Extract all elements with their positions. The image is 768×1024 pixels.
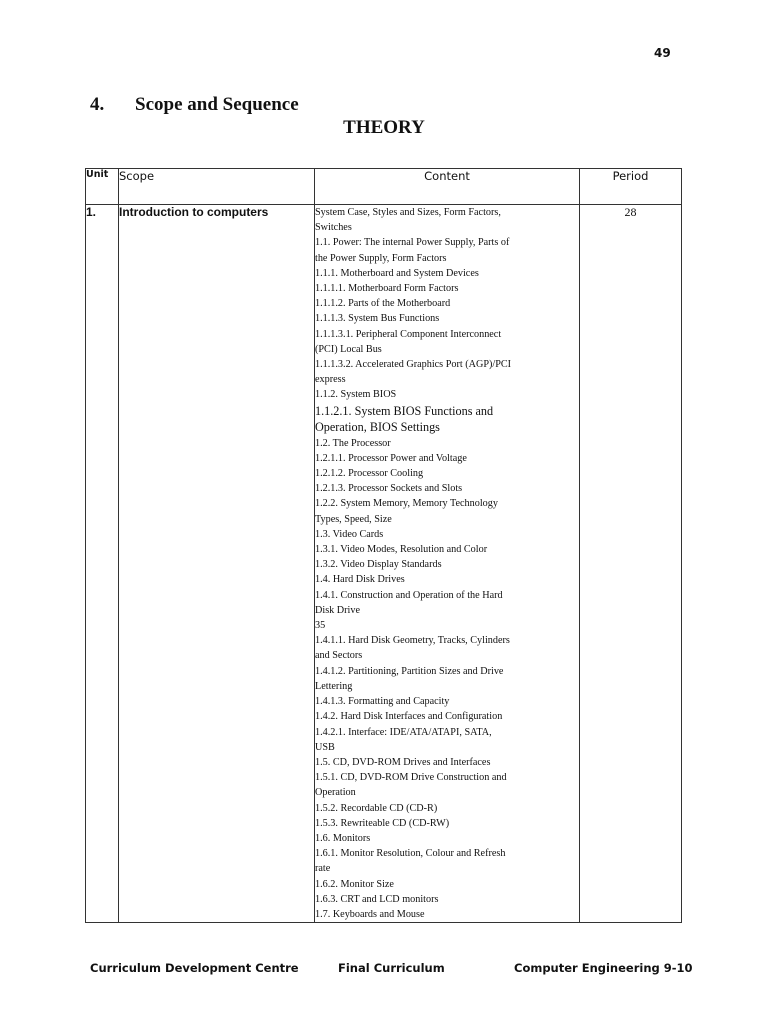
content-line: System Case, Styles and Sizes, Form Factors, [315,207,501,218]
table-header-row [86,169,682,205]
theory-title: THEORY [343,117,425,138]
content-line: 1.4.1.3. Formatting and Capacity [315,696,450,708]
content-line: 1.4.1.1. Hard Disk Geometry, Tracks, Cylinders [315,635,510,647]
content-line: 1.2.1.3. Processor Sockets and Slots [315,483,463,495]
content-line: 1.5.3. Rewriteable CD (CD-RW) [315,817,450,829]
content-line: 1.3. Video Cards [315,528,384,540]
content-line: the Power Supply, Form Factors [315,252,447,264]
scope-cell: Introduction to computers [119,205,315,923]
content-line: 1.6. Monitors [315,832,371,844]
page-footer [90,961,693,979]
content-line: 1.4.1. Construction and Operation of the Hard [315,589,503,601]
table-row [86,205,682,923]
section-number: 4. [90,94,105,115]
content-line: 1.6.2. Monitor Size [315,878,394,890]
header-period: Period [580,169,682,205]
content-line: 1.1.1.2. Parts of the Motherboard [315,298,451,310]
content-line: Lettering [315,680,353,692]
section-heading [90,94,299,116]
content-line: 1.6.3. CRT and LCD monitors [315,893,439,905]
content-line: 1.1.1.3.1. Peripheral Component Interconnect [315,328,502,340]
content-line: Switches [315,222,352,234]
content-line: 1.7. Keyboards and Mouse [315,908,425,920]
period-cell: 28 [580,205,682,923]
content-line: Operation, BIOS Settings [315,420,440,435]
content-line: 1.1.2.1. System BIOS Functions and [315,403,494,418]
content-line: and Sectors [315,650,363,662]
scope-sequence-table [85,168,682,923]
content-line: express [315,374,346,386]
header-content: Content [315,169,580,205]
content-line: 1.3.2. Video Display Standards [315,559,442,571]
content-line: 1.1. Power: The internal Power Supply, Parts of [315,237,510,249]
footer-organization: Curriculum Development Centre [90,961,299,975]
content-line: 1.6.1. Monitor Resolution, Colour and Refresh [315,848,506,860]
content-line: 1.4.2.1. Interface: IDE/ATA/ATAPI, SATA, [315,726,492,738]
content-line: 1.5.1. CD, DVD-ROM Drive Construction and [315,772,507,784]
page-number: 49 [654,46,671,60]
content-line: (PCI) Local Bus [315,343,382,355]
header-scope: Scope [119,169,315,205]
unit-cell: 1. [86,205,119,923]
footer-program: Computer Engineering 9-10 [514,961,693,975]
content-line: 1.4.2. Hard Disk Interfaces and Configuration [315,711,503,723]
content-line: 1.4.1.2. Partitioning, Partition Sizes and Drive [315,665,504,677]
content-line: Types, Speed, Size [315,513,392,525]
content-line: 1.2.1.1. Processor Power and Voltage [315,452,467,464]
header-unit: Unit [86,169,119,205]
content-line: 35 [315,620,326,632]
footer-document-type: Final Curriculum [338,961,445,975]
section-title: Scope and Sequence [135,94,299,115]
content-line: USB [315,741,335,753]
content-line: 1.1.1. Motherboard and System Devices [315,267,479,279]
content-line: Disk Drive [315,604,360,616]
content-line: 1.5.2. Recordable CD (CD-R) [315,802,438,814]
content-cell [315,205,580,923]
content-line: 1.1.2. System BIOS [315,389,397,401]
content-line: 1.2. The Processor [315,437,391,449]
content-line: 1.3.1. Video Modes, Resolution and Color [315,544,488,556]
content-line: Operation [315,787,356,799]
content-line: 1.1.1.3.2. Accelerated Graphics Port (AGP)/PCI [315,359,512,371]
content-line: 1.1.1.1. Motherboard Form Factors [315,283,459,295]
content-line: 1.2.1.2. Processor Cooling [315,468,424,480]
content-line: rate [315,863,331,875]
content-line: 1.4. Hard Disk Drives [315,574,405,586]
content-line: 1.5. CD, DVD-ROM Drives and Interfaces [315,756,491,768]
content-line: 1.1.1.3. System Bus Functions [315,313,440,325]
content-line: 1.2.2. System Memory, Memory Technology [315,498,498,510]
